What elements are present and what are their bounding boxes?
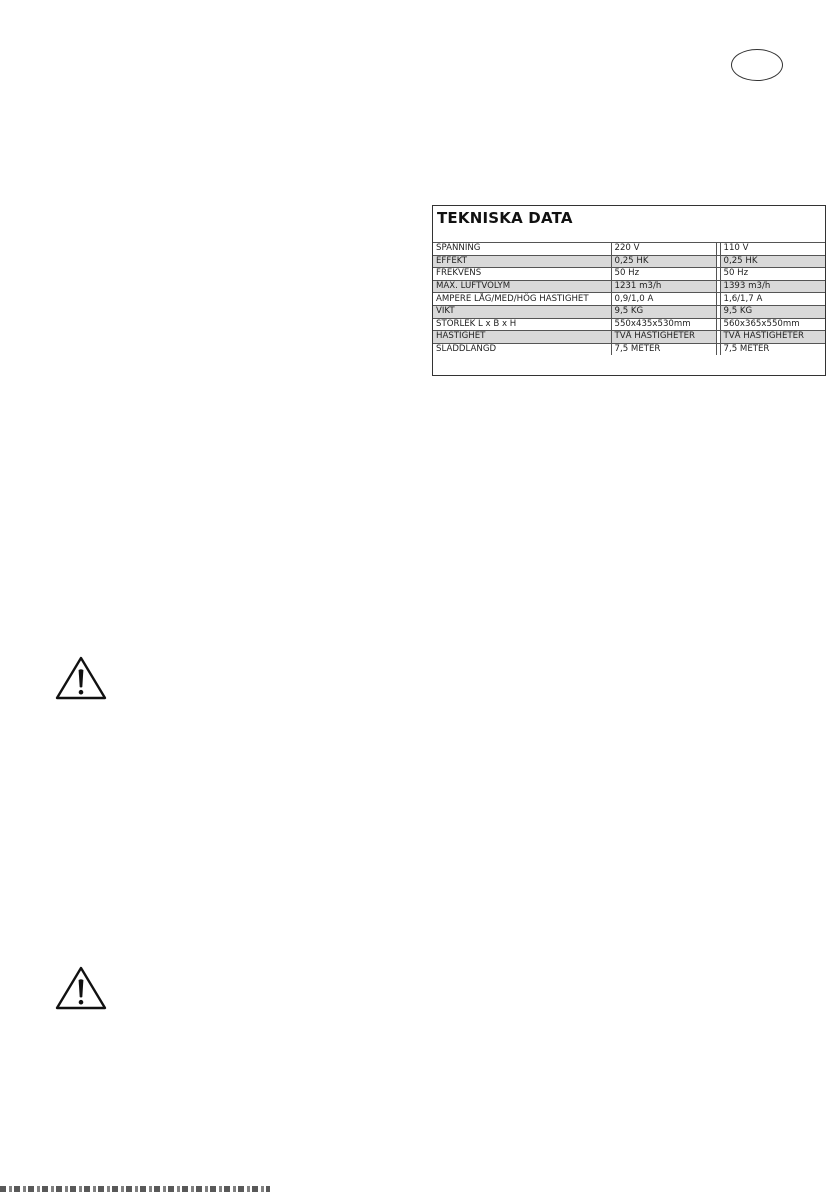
spec-value-110v: 9,5 KG (720, 305, 825, 318)
spec-value-220v: 1231 m3/h (611, 280, 716, 293)
spec-row (433, 331, 825, 344)
technical-data-table (432, 205, 826, 376)
spec-value-220v: 550x435x530mm (611, 318, 716, 331)
footer-print-marks (0, 1186, 270, 1192)
spec-value-220v: 0,25 HK (611, 255, 716, 268)
technical-data-title: TEKNISKA DATA (437, 209, 573, 227)
spec-label: HASTIGHET (433, 331, 611, 344)
spec-row (433, 280, 825, 293)
spec-value-220v: 7,5 METER (611, 343, 716, 355)
spec-value-220v: 50 Hz (611, 268, 716, 281)
spec-value-220v: 220 V (611, 243, 716, 256)
spec-value-110v: 110 V (720, 243, 825, 256)
spec-value-110v: 1,6/1,7 A (720, 293, 825, 306)
spec-value-110v: TVÅ HASTIGHETER (720, 331, 825, 344)
language-badge (731, 49, 783, 81)
warning-triangle-icon (54, 965, 108, 1011)
spec-label: STORLEK L x B x H (433, 318, 611, 331)
spec-label: SPÄNNING (433, 243, 611, 256)
spec-value-110v: 560x365x550mm (720, 318, 825, 331)
spec-label: VIKT (433, 305, 611, 318)
spec-label: AMPERE LÅG/MED/HÖG HASTIGHET (433, 293, 611, 306)
spec-row (433, 305, 825, 318)
spec-value-110v: 1393 m3/h (720, 280, 825, 293)
spec-value-110v: 50 Hz (720, 268, 825, 281)
spec-value-220v: 0,9/1,0 A (611, 293, 716, 306)
spec-row (433, 243, 825, 256)
spec-label: MAX. LUFTVOLYM (433, 280, 611, 293)
spec-label: FREKVENS (433, 268, 611, 281)
spec-row (433, 268, 825, 281)
spec-value-220v: 9,5 KG (611, 305, 716, 318)
spec-value-220v: TVÅ HASTIGHETER (611, 331, 716, 344)
spec-label: EFFEKT (433, 255, 611, 268)
spec-row (433, 318, 825, 331)
spec-table (433, 242, 825, 355)
spec-label: SLADDLÄNGD (433, 343, 611, 355)
warning-triangle-icon (54, 655, 108, 701)
spec-row (433, 293, 825, 306)
spec-row (433, 255, 825, 268)
spec-value-110v: 0,25 HK (720, 255, 825, 268)
spec-row (433, 343, 825, 355)
spec-value-110v: 7,5 METER (720, 343, 825, 355)
